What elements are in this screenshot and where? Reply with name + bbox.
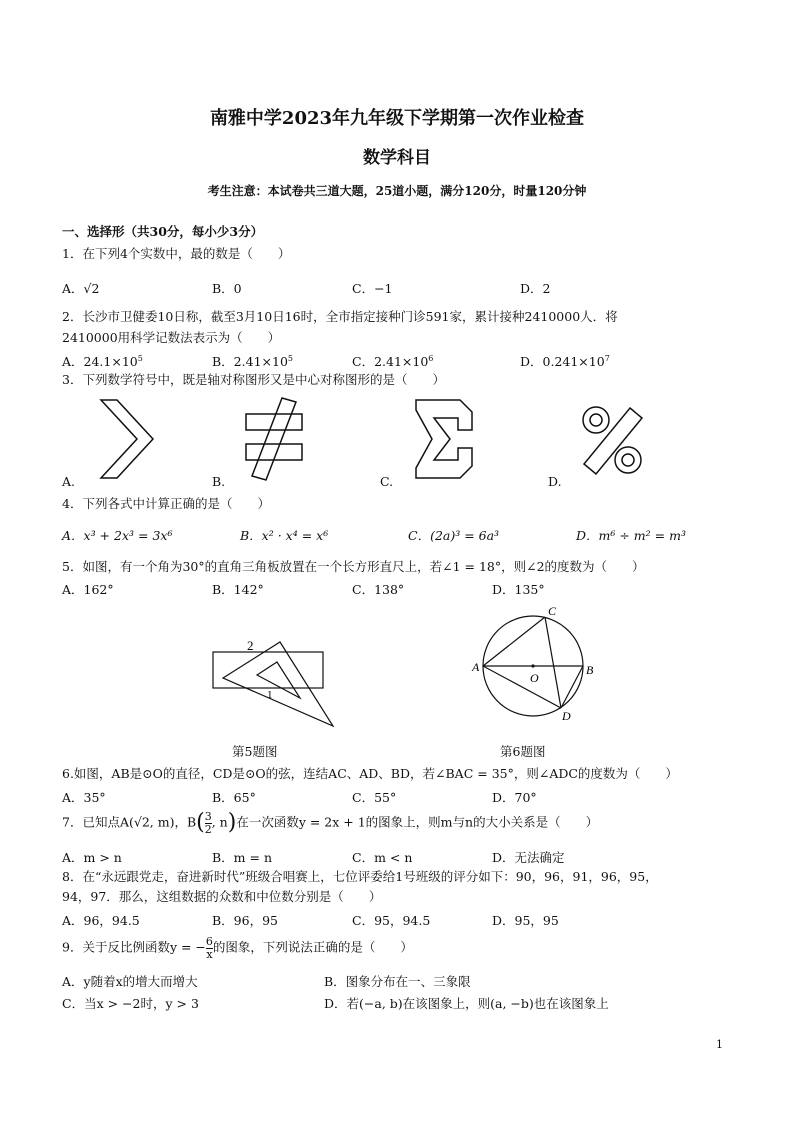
q1-option-a: A．√2 xyxy=(62,281,100,296)
q3-option-d: D. xyxy=(548,474,562,489)
q2-option-a: A．$24.1\times 10^5$ xyxy=(62,354,143,369)
question-5-stem: 5．如图，有一个角为30°的直角三角板放置在一个长方形直尺上，若∠1 = 18°，则∠2的度数为（ ） xyxy=(62,559,645,574)
q7-option-a: A．m > n xyxy=(62,850,122,865)
triangle-inner xyxy=(257,662,300,698)
q2-option-c: C．$2.41\times 10^6$ xyxy=(352,354,434,369)
question-9-stem: 9．关于反比例函数y = − $\frac{6}{x}$ 的图象，下列说法正确的是（ ） xyxy=(62,935,413,961)
q8-option-a: A．96，94.5 xyxy=(62,913,140,928)
q2-option-d: D．$0.241\times 10^7$ xyxy=(520,354,610,369)
question-2-stem-line2: 2410000用科学记数法表示为（ ） xyxy=(62,330,281,345)
percent-symbol-figure xyxy=(574,400,650,480)
q5-option-c: C．138° xyxy=(352,582,405,597)
q6-option-c: C．55° xyxy=(352,790,397,805)
question-8-stem-line1: 8．在“永远跟党走，奋进新时代”班级合唱赛上，七位评委给1号班级的评分如下：90，96，91，96，95， xyxy=(62,869,658,884)
figure-6-circle xyxy=(470,604,605,722)
q9-option-a: A．y随着x的增大而增大 xyxy=(62,974,198,989)
figure-5-ruler-triangle xyxy=(205,630,340,730)
question-3-stem: 3．下列数学符号中，既是轴对称图形又是中心对称图形的是（ ） xyxy=(62,372,445,387)
question-1-stem: 1．在下列4个实数中，最的数是（ ） xyxy=(62,246,291,261)
q4-option-c: C．(2a)³ = 6a³ xyxy=(408,528,500,543)
q9-option-d: D．若(−a, b)在该图象上，则(a, −b)也在该图象上 xyxy=(324,996,609,1011)
q8-option-c: C．95，94.5 xyxy=(352,913,431,928)
q9-option-c: C．当x > −2时，y > 3 xyxy=(62,996,199,1011)
page-number: 1 xyxy=(716,1038,723,1051)
page-title: 南雅中学2023年九年级下学期第一次作业检查 xyxy=(209,108,585,129)
q3-option-b: B. xyxy=(212,474,226,489)
q6-option-a: A．35° xyxy=(62,790,106,805)
point-d-label: D xyxy=(562,709,571,722)
sigma-symbol-figure xyxy=(408,396,478,482)
question-4-stem: 4．下列各式中计算正确的是（ ） xyxy=(62,496,270,511)
q5-option-a: A．162° xyxy=(62,582,114,597)
q3-option-a: A. xyxy=(62,474,76,489)
q3-option-c: C. xyxy=(380,474,394,489)
triangle-outer xyxy=(223,642,333,726)
not-equal-symbol-figure xyxy=(238,396,310,482)
chevron-symbol-figure xyxy=(95,396,159,482)
q7-option-c: C．m < n xyxy=(352,850,413,865)
q4-option-d: D．m⁶ ÷ m² = m³ xyxy=(576,528,686,543)
ruler-rectangle xyxy=(213,652,323,688)
question-8-stem-line2: 94，97．那么，这组数据的众数和中位数分别是（ ） xyxy=(62,889,382,904)
angle-2-label: 2 xyxy=(247,638,254,653)
exam-notice: 考生注意：本试卷共三道大题，25道小题，满分120分，时量120分钟 xyxy=(207,184,587,198)
q2-option-b: B．$2.41\times 10^5$ xyxy=(212,354,293,369)
q1-option-d: D．2 xyxy=(520,281,551,296)
question-2-stem-line1: 2．长沙市卫健委10日称，截至3月10日16时，全市指定接种门诊591家，累计接种2410000人．将 xyxy=(62,309,618,324)
point-c-label: C xyxy=(548,604,557,618)
q5-option-b: B．142° xyxy=(212,582,264,597)
question-7-stem: 7．已知点A(√2, m)，B( $\frac{3}{2}$ , n)在一次函数y = 2x + 1的图象上，则m与n的大小关系是（ ） xyxy=(62,810,599,836)
section-heading: 一、选择形（共30分，每小少3分） xyxy=(62,224,264,239)
q4-option-a: A．x³ + 2x³ = 3x⁶ xyxy=(62,528,173,543)
q5-option-d: D．135° xyxy=(492,582,545,597)
q9-option-b: B．图象分布在一、三象限 xyxy=(324,974,471,989)
point-a-label: A xyxy=(472,660,480,674)
figure-6-caption: 第6题图 xyxy=(500,744,546,759)
page-subject: 数学科目 xyxy=(363,148,431,168)
q8-option-b: B．96，95 xyxy=(212,913,278,928)
question-6-stem: 6.如图，AB是⊙O的直径，CD是⊙O的弦，连结AC、AD、BD，若∠BAC = 35°，则∠ADC的度数为（ ） xyxy=(62,766,678,781)
figure-5-caption: 第5题图 xyxy=(232,744,278,759)
q7-option-b: B．m = n xyxy=(212,850,273,865)
angle-1-label: 1 xyxy=(267,689,273,701)
q1-option-b: B．0 xyxy=(212,281,242,296)
q8-option-d: D．95，95 xyxy=(492,913,559,928)
point-b-label: B xyxy=(586,663,594,677)
q7-option-d: D．无法确定 xyxy=(492,850,565,865)
q6-option-b: B．65° xyxy=(212,790,256,805)
q4-option-b: B．x² · x⁴ = x⁶ xyxy=(240,528,329,543)
point-o-label: O xyxy=(530,671,539,685)
q1-option-c: C．−1 xyxy=(352,281,393,296)
q6-option-d: D．70° xyxy=(492,790,537,805)
